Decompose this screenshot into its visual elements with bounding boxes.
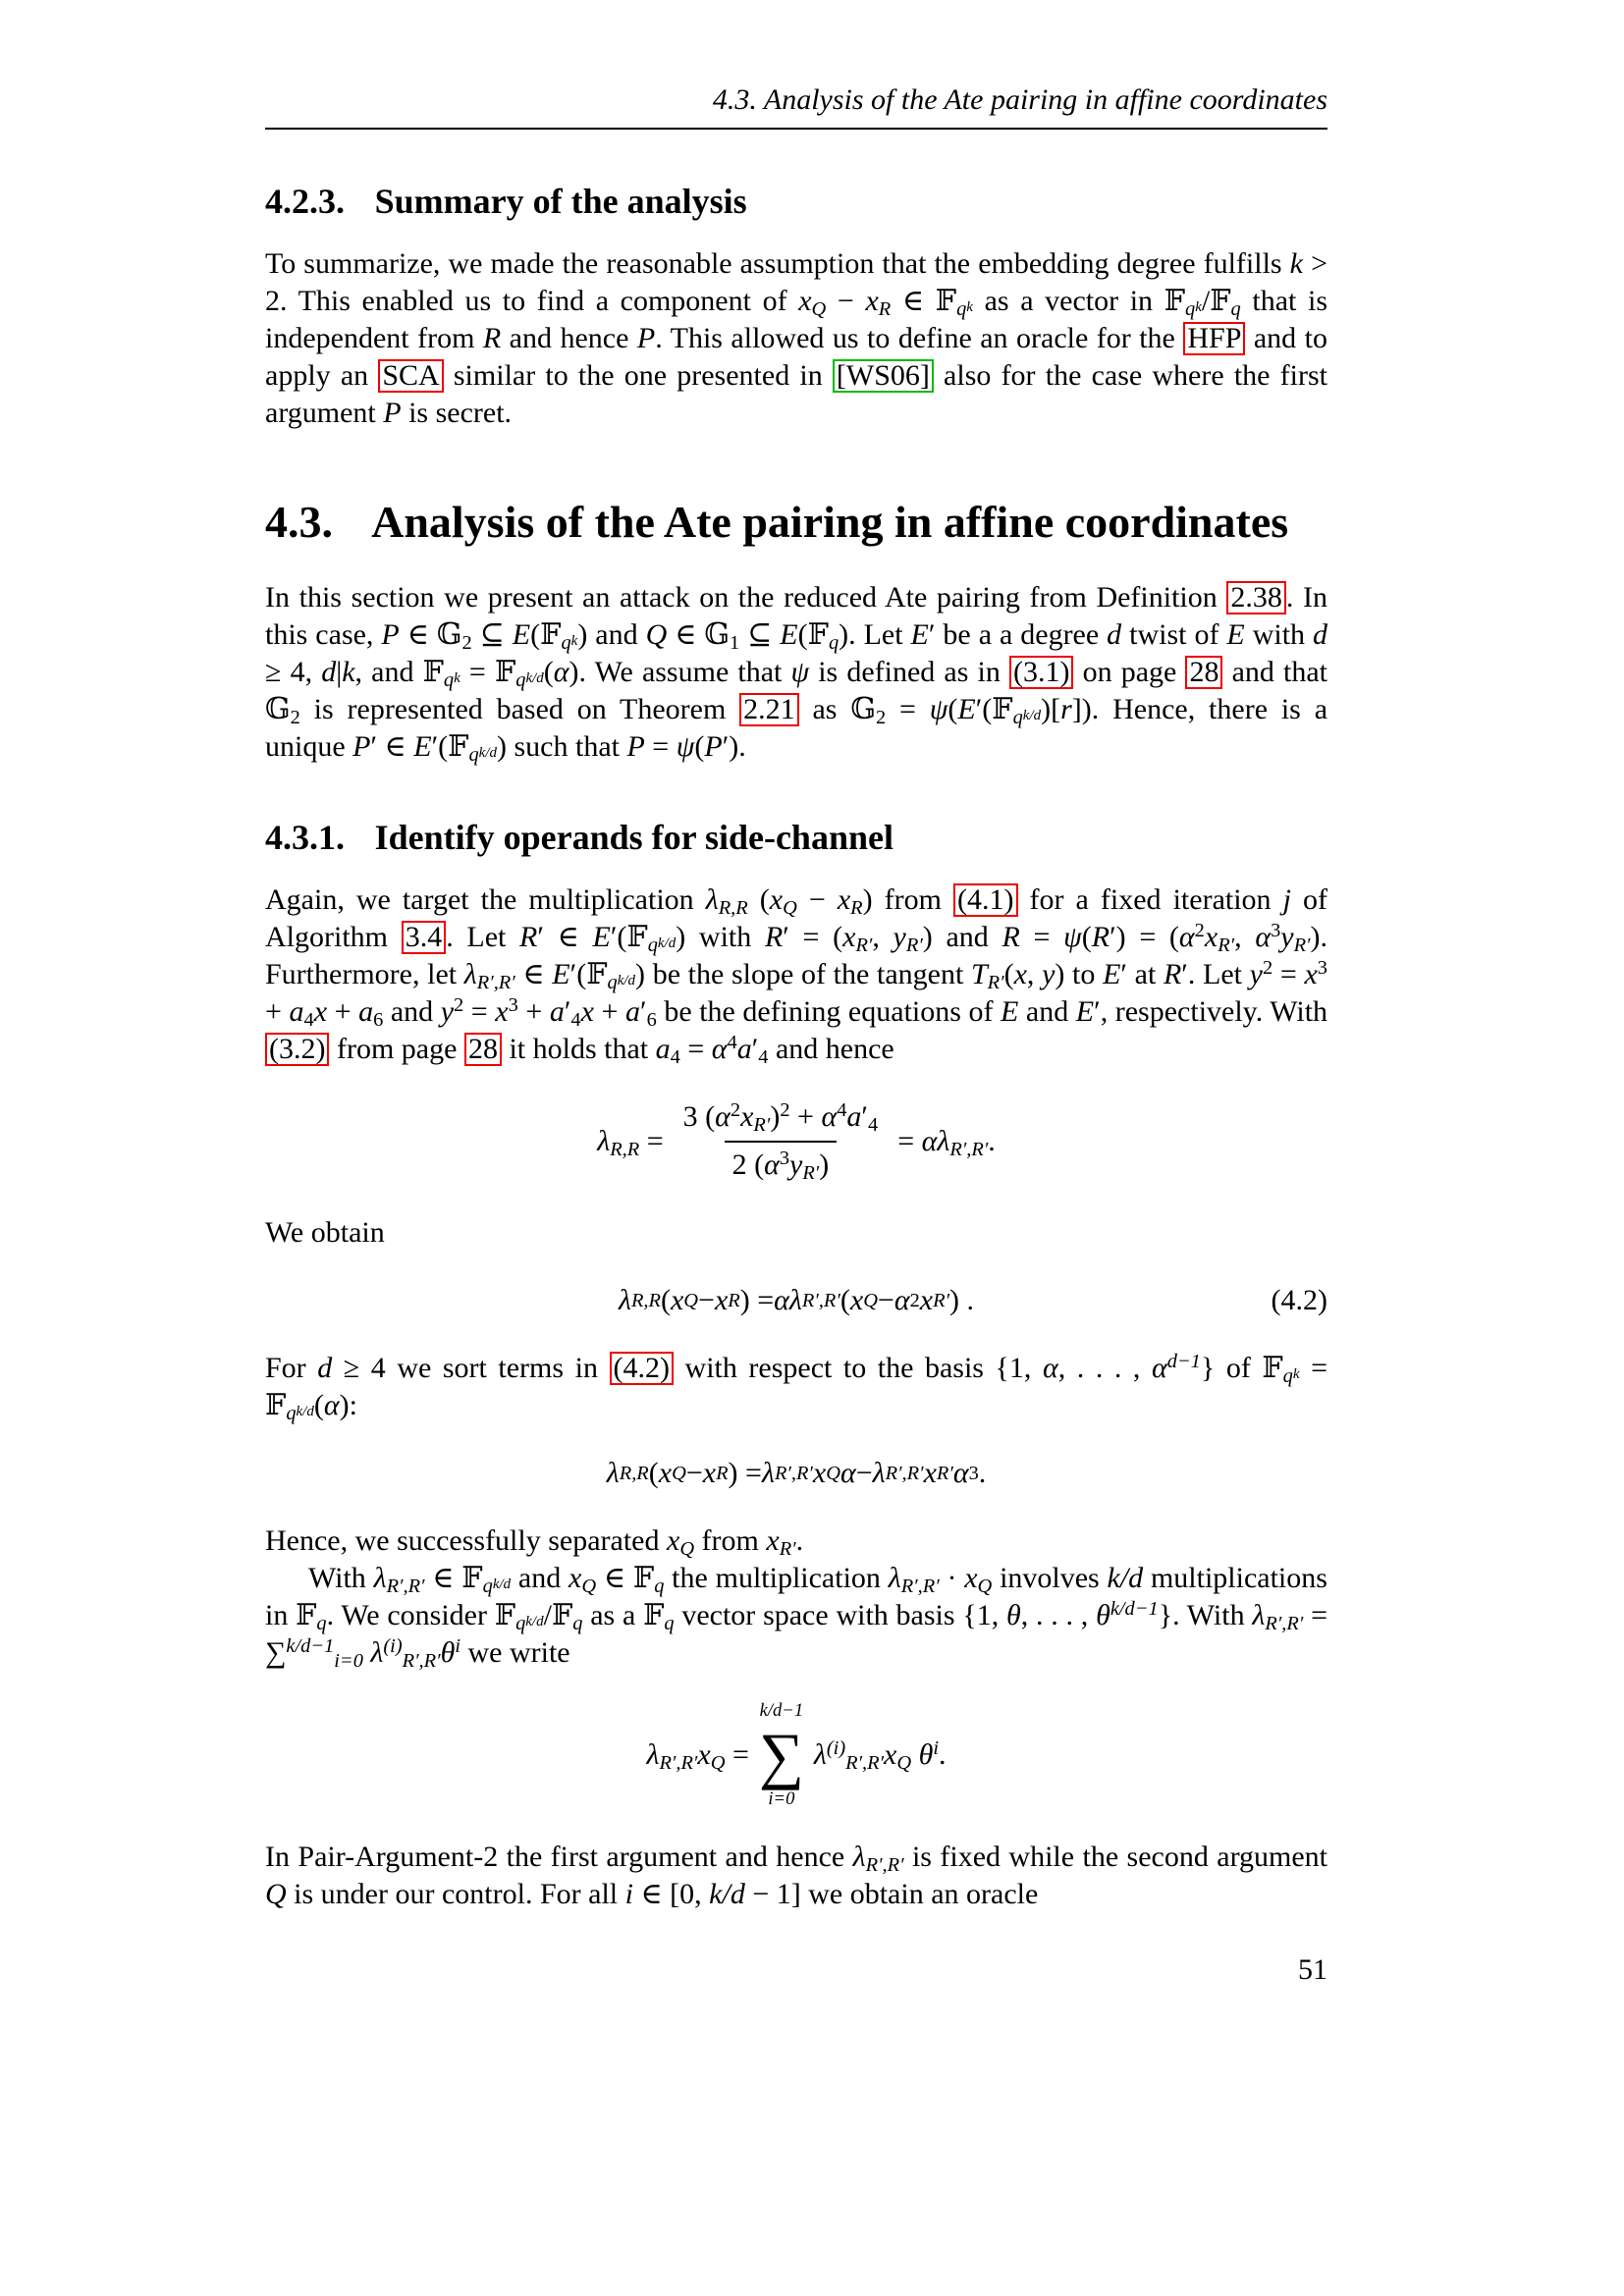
heading-4-3-1 bbox=[265, 819, 1327, 858]
paragraph-vector-space: With $\lambda_{R',R'}$ ∈ 𝔽$_q$k/d and $x_Q$ ∈ 𝔽$_q$ the multiplication $\lambda_{R',R'} \cdot x_Q$ involves k/d multiplications in 𝔽$_q$. We consider 𝔽$_q$k/d/𝔽$_q$ as a 𝔽$_q$ vector space with basis {1, θ, . . . , $\theta^{k/d-1}$}. With $\lambda_{R',R'} = \sum^{k/d-1}_{i=0}$ $\lambda^{(i)}_{R',R'}\theta^i$ we write bbox=[265, 1562, 1327, 1673]
equation-body bbox=[646, 1701, 946, 1809]
equation-lhs: $\lambda_{R',R'}x_Q$ = bbox=[646, 1738, 749, 1775]
equation-body: λ R,R ( x Q − x R ) = α λ R′,R′ ( x Q − α 2 x R′ ) . bbox=[618, 1284, 975, 1317]
equation-lhs: $\lambda_{R,R}$ = bbox=[597, 1124, 664, 1160]
section-number: 4.3.1. bbox=[265, 818, 345, 858]
fraction-denominator: 2 $(\alpha^3y_{R'})$ bbox=[725, 1141, 838, 1186]
ref-link[interactable]: (3.1) bbox=[1009, 656, 1073, 689]
paragraph-attack-intro: In this section we present an attack on the reduced Ate pairing from Definition 2.38 . In this case, P ∈ 𝔾$_2$ ⊆ E(𝔽$_q$k) and Q ∈ 𝔾$_1$ ⊆ E(𝔽$_q$). Let E′ be a a degree d twist of E with d ≥ 4, d|k, and 𝔽$_q$k = 𝔽$_q$k/d(α). We assume that ψ is defined as in (3.1) on page 28 and that 𝔾$_2$ is represented based on Theorem 2.21 as 𝔾$_2$ = ψ(E′(𝔽$_q$k/d)[r]). Hence, there is a unique P′ ∈ E′(𝔽$_q$k/d) such that P = ψ(P′). bbox=[265, 581, 1328, 767]
equation-body bbox=[597, 1097, 996, 1185]
paragraph-sort-basis: For d ≥ 4 we sort terms in (4.2) with respect to the basis {1, α, . . . , $\alpha^{d-1}$} of 𝔽$_q$k = 𝔽$_q$k/d(α): bbox=[265, 1350, 1328, 1425]
section-number: 4.2.3. bbox=[265, 182, 345, 221]
section-title: Identify operands for side-channel bbox=[374, 818, 893, 858]
equation-rhs: = $\alpha\lambda_{R',R'}$. bbox=[897, 1124, 996, 1160]
equation-body: λ R,R ( x Q − x R ) = λ R′,R′ x Q α − λ R′,R′ x R′ α 3 . bbox=[606, 1457, 987, 1490]
ref-link[interactable]: (4.2) bbox=[610, 1352, 674, 1385]
ref-link[interactable]: 3.4 bbox=[402, 921, 447, 954]
paragraph-operands: Again, we target the multiplication $\lambda_{R,R}$ $(x_Q - x_R)$ from (4.1) for a fixed iteration j of Algorithm 3.4 . Let R′ ∈ E′(𝔽$_q$k/d) with $R' = (x_{R'}$, $y_{R'}$) and $R = \psi(R') = (\alpha^2x_{R'}$, $\alpha^3y_{R'}$). Furthermore, let $\lambda_{R',R'}$ ∈ E′(𝔽$_q$k/d) be the slope of the tangent $T_{R'}(x$, y) to E′ at R′. Let $y^2 = x^3 + a_4x + a_6$ and $y^2 = x^3 + a'_4x + a'_6$ be the defining equations of E and E′, respectively. With (3.2) from page 28 it holds that $a_4 = \alpha^4a'_4$ and hence bbox=[265, 883, 1328, 1069]
ref-link[interactable]: 2.38 bbox=[1226, 581, 1286, 614]
paragraph-oracle: In Pair-Argument-2 the first argument and hence $\lambda_{R',R'}$ is fixed while the second argument Q is under our control. For all i ∈ [0, k/d − 1] we obtain an oracle bbox=[265, 1841, 1327, 1911]
summation-lower-limit: i=0 bbox=[768, 1788, 795, 1809]
sigma-symbol: ∑ bbox=[758, 1720, 804, 1790]
heading-4-3 bbox=[265, 497, 1327, 549]
cite-link[interactable]: [WS06] bbox=[833, 359, 934, 393]
ref-link[interactable]: 2.21 bbox=[739, 693, 799, 726]
running-header-title: 4.3. Analysis of the Ate pairing in affine coordinates bbox=[712, 83, 1327, 116]
paragraph-we-obtain: We obtain bbox=[265, 1216, 385, 1250]
ref-link[interactable]: HFP bbox=[1183, 322, 1245, 355]
ref-link[interactable]: 28 bbox=[464, 1033, 502, 1066]
summation bbox=[759, 1701, 804, 1809]
equation-tag: (4.2) bbox=[1271, 1284, 1327, 1317]
page-number: 51 bbox=[1298, 1953, 1327, 1986]
running-header bbox=[265, 82, 1327, 130]
paragraph-separated: Hence, we successfully separated $x_Q$ from $x_{R'}$. bbox=[265, 1524, 804, 1561]
summation-upper-limit: k/d−1 bbox=[759, 1700, 804, 1722]
ref-link[interactable]: (3.2) bbox=[265, 1033, 329, 1066]
equation-4-2 bbox=[265, 1281, 1327, 1320]
section-title: Summary of the analysis bbox=[374, 182, 747, 221]
ref-link[interactable]: SCA bbox=[378, 359, 443, 393]
equation-separated bbox=[265, 1454, 1327, 1493]
fraction bbox=[676, 1097, 887, 1185]
paragraph-summary: To summarize, we made the reasonable assumption that the embedding degree fulfills k > 2. This enabled us to find a component of $x_Q - x_R$ ∈ 𝔽$_q$k as a vector in 𝔽$_q$k/𝔽$_q$ that is independent from R and hence P. This allowed us to define an oracle for the HFP and to apply an SCA similar to the one presented in [WS06] also for the case where the first argument P is secret. bbox=[265, 246, 1328, 429]
equation-slope bbox=[265, 1097, 1327, 1185]
equation-rhs: $\lambda^{(i)}_{R',R'}x_Q$ $\theta^i$. bbox=[813, 1736, 947, 1775]
header-rule bbox=[265, 128, 1327, 130]
fraction-numerator: 3 $(\alpha^2x_{R'})^2 + \alpha^4a'_4$ bbox=[682, 1098, 879, 1137]
ref-link[interactable]: (4.1) bbox=[953, 883, 1017, 917]
section-number: 4.3. bbox=[265, 496, 333, 547]
section-title: Analysis of the Ate pairing in affine coordinates bbox=[371, 496, 1289, 547]
equation-sum bbox=[265, 1701, 1327, 1809]
ref-link[interactable]: 28 bbox=[1185, 656, 1222, 689]
text-block bbox=[265, 82, 1327, 1913]
heading-4-2-3 bbox=[265, 183, 1327, 222]
